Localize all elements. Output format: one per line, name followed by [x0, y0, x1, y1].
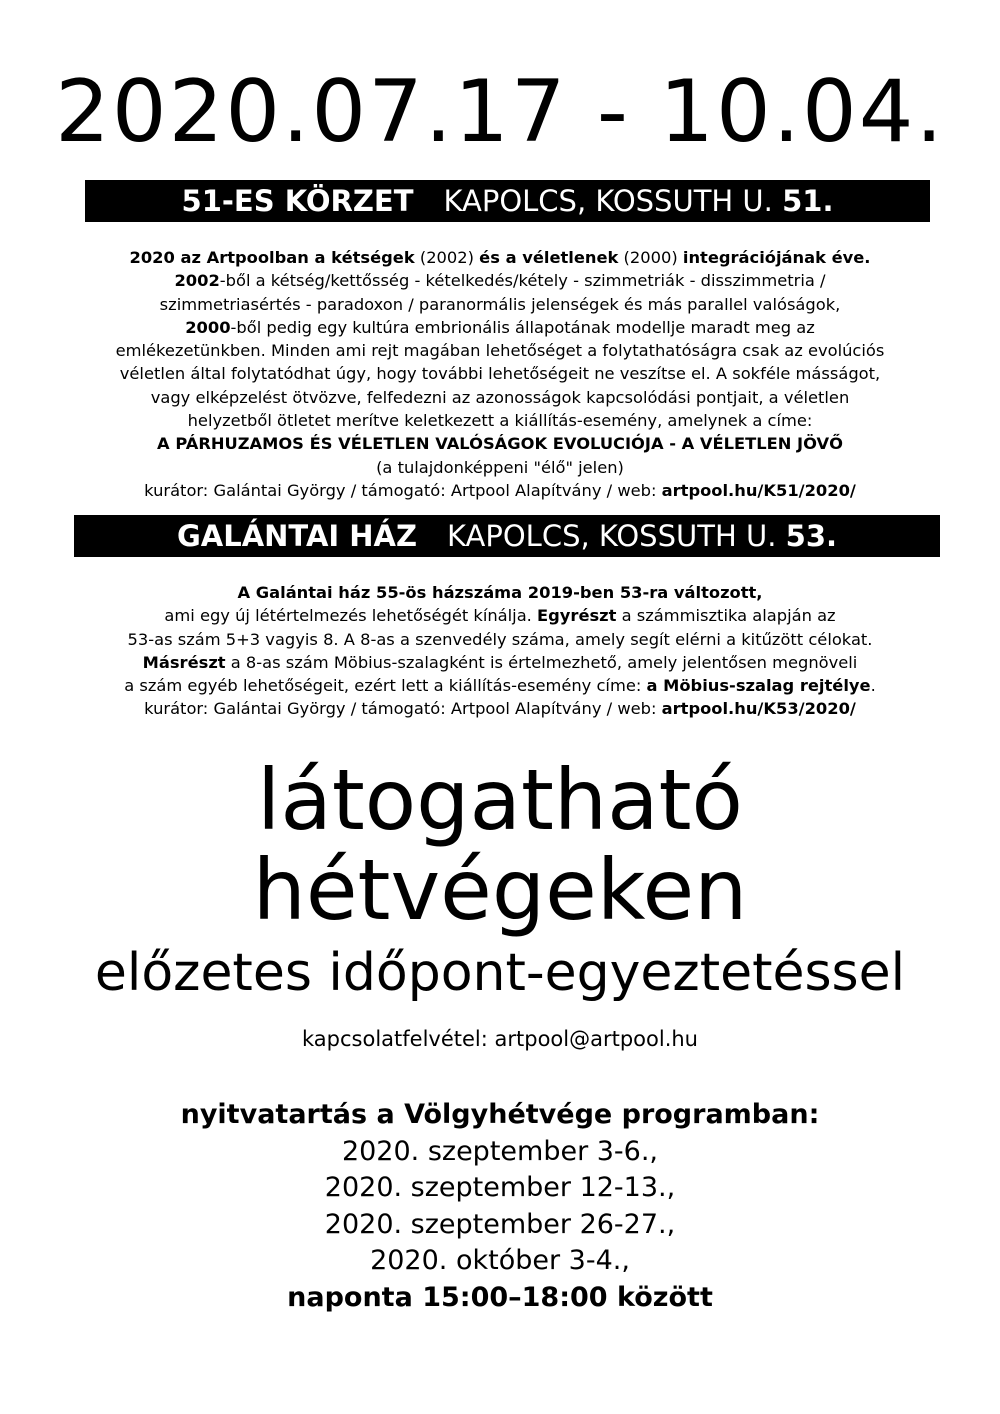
- visit-line-2: hétvégeken: [252, 841, 748, 939]
- para2-line: A Galántai ház 55-ös házszáma 2019-ben 53-ra változott,: [237, 583, 763, 602]
- para1-line: 2002-ből a kétség/kettősség - kételkedés/kétely - szimmetriák - disszimmetria /: [174, 271, 826, 291]
- para2-line: 53-as szám 5+3 vagyis 8. A 8-as a szenvedély száma, amely segít elérni a kitűzött célokat.: [127, 629, 873, 649]
- venue2-name: GALÁNTAI HÁZ: [176, 519, 418, 553]
- visit-line-1: látogatható: [257, 751, 743, 849]
- para1-line: (a tulajdonképpeni "élő" jelen): [376, 457, 624, 477]
- para2-line: ami egy új létértelmezés lehetőségét kínálja. Egyrészt a számmisztika alapján az: [164, 606, 836, 626]
- schedule-date: 2020. szeptember 3-6.,: [341, 1135, 659, 1167]
- para1-line: szimmetriasértés - paradoxon / paranormális jelenségek és más parallel valóságok,: [159, 294, 841, 314]
- para1-line: vagy elképzelést ötvözve, felfedezni az azonosságok kapcsolódási pontjait, a véletlen: [150, 387, 850, 407]
- para1-line: emlékezetünkben. Minden ami rejt magában lehetőséget a folytathatóságra csak az evolúciós: [115, 341, 885, 361]
- curator-line-2: kurátor: Galántai György / támogató: Artpool Alapítvány / web: artpool.hu/K53/2020/: [144, 699, 856, 719]
- schedule-footer: naponta 15:00–18:00 között: [287, 1281, 713, 1313]
- venue2-address: KAPOLCS, KOSSUTH U.: [447, 519, 777, 553]
- para2-line: Másrészt a 8-as szám Möbius-szalagként is értelmezhető, amely jelentősen megnöveli: [142, 652, 858, 672]
- exhibition-title-1: A PÁRHUZAMOS ÉS VÉLETLEN VALÓSÁGOK EVOLUCIÓJA - A VÉLETLEN JÖVŐ: [157, 434, 843, 454]
- venue1-description: [0, 246, 1000, 502]
- venue1-address: KAPOLCS, KOSSUTH U.: [443, 184, 773, 218]
- schedule-date: 2020. október 3-4.,: [370, 1245, 630, 1276]
- para2-line: a szám egyéb lehetőségeit, ezért lett a kiállítás-esemény címe: a Möbius-szalag rejtélye.: [124, 676, 876, 696]
- curator-line-1: kurátor: Galántai György / támogató: Artpool Alapítvány / web: artpool.hu/K51/2020/: [144, 480, 856, 500]
- venue1-banner: [85, 180, 930, 222]
- venue2-number: 53.: [785, 519, 838, 553]
- web-link-1[interactable]: artpool.hu/K51/2020/: [661, 480, 856, 500]
- schedule-date: 2020. szeptember 26-27.,: [324, 1208, 676, 1240]
- para1-line: 2020 az Artpoolban a kétségek (2002) és a véletlenek (2000) integrációjának éve.: [129, 248, 871, 267]
- para1-line: 2000-ből pedig egy kultúra embrionális állapotának modellje maradt meg az: [185, 317, 815, 337]
- venue1-name: 51-ES KÖRZET: [181, 184, 414, 218]
- venue1-number: 51.: [782, 184, 834, 218]
- web-link-2[interactable]: artpool.hu/K53/2020/: [661, 699, 856, 719]
- exhibition-title-2: a Möbius-szalag rejtélye: [646, 676, 871, 696]
- contact-line: kapcsolatfelvétel: artpool@artpool.hu: [302, 1027, 698, 1051]
- para1-line: véletlen által folytatódhat úgy, hogy további lehetőségeit ne veszítse el. A sokféle másságot,: [119, 364, 881, 384]
- venue2-description: [0, 581, 1000, 721]
- schedule: [0, 1097, 1000, 1316]
- venue2-banner: [74, 515, 940, 557]
- para1-line: helyzetből ötletet merítve keletkezett a kiállítás-esemény, amelynek a címe:: [187, 411, 813, 431]
- schedule-date: 2020. szeptember 12-13.,: [324, 1172, 676, 1203]
- schedule-heading: nyitvatartás a Völgyhétvége programban:: [180, 1099, 820, 1130]
- date-range-heading: 2020.07.17 - 10.04.: [55, 62, 945, 162]
- visit-line-3: előzetes időpont-egyeztetéssel: [94, 943, 906, 1003]
